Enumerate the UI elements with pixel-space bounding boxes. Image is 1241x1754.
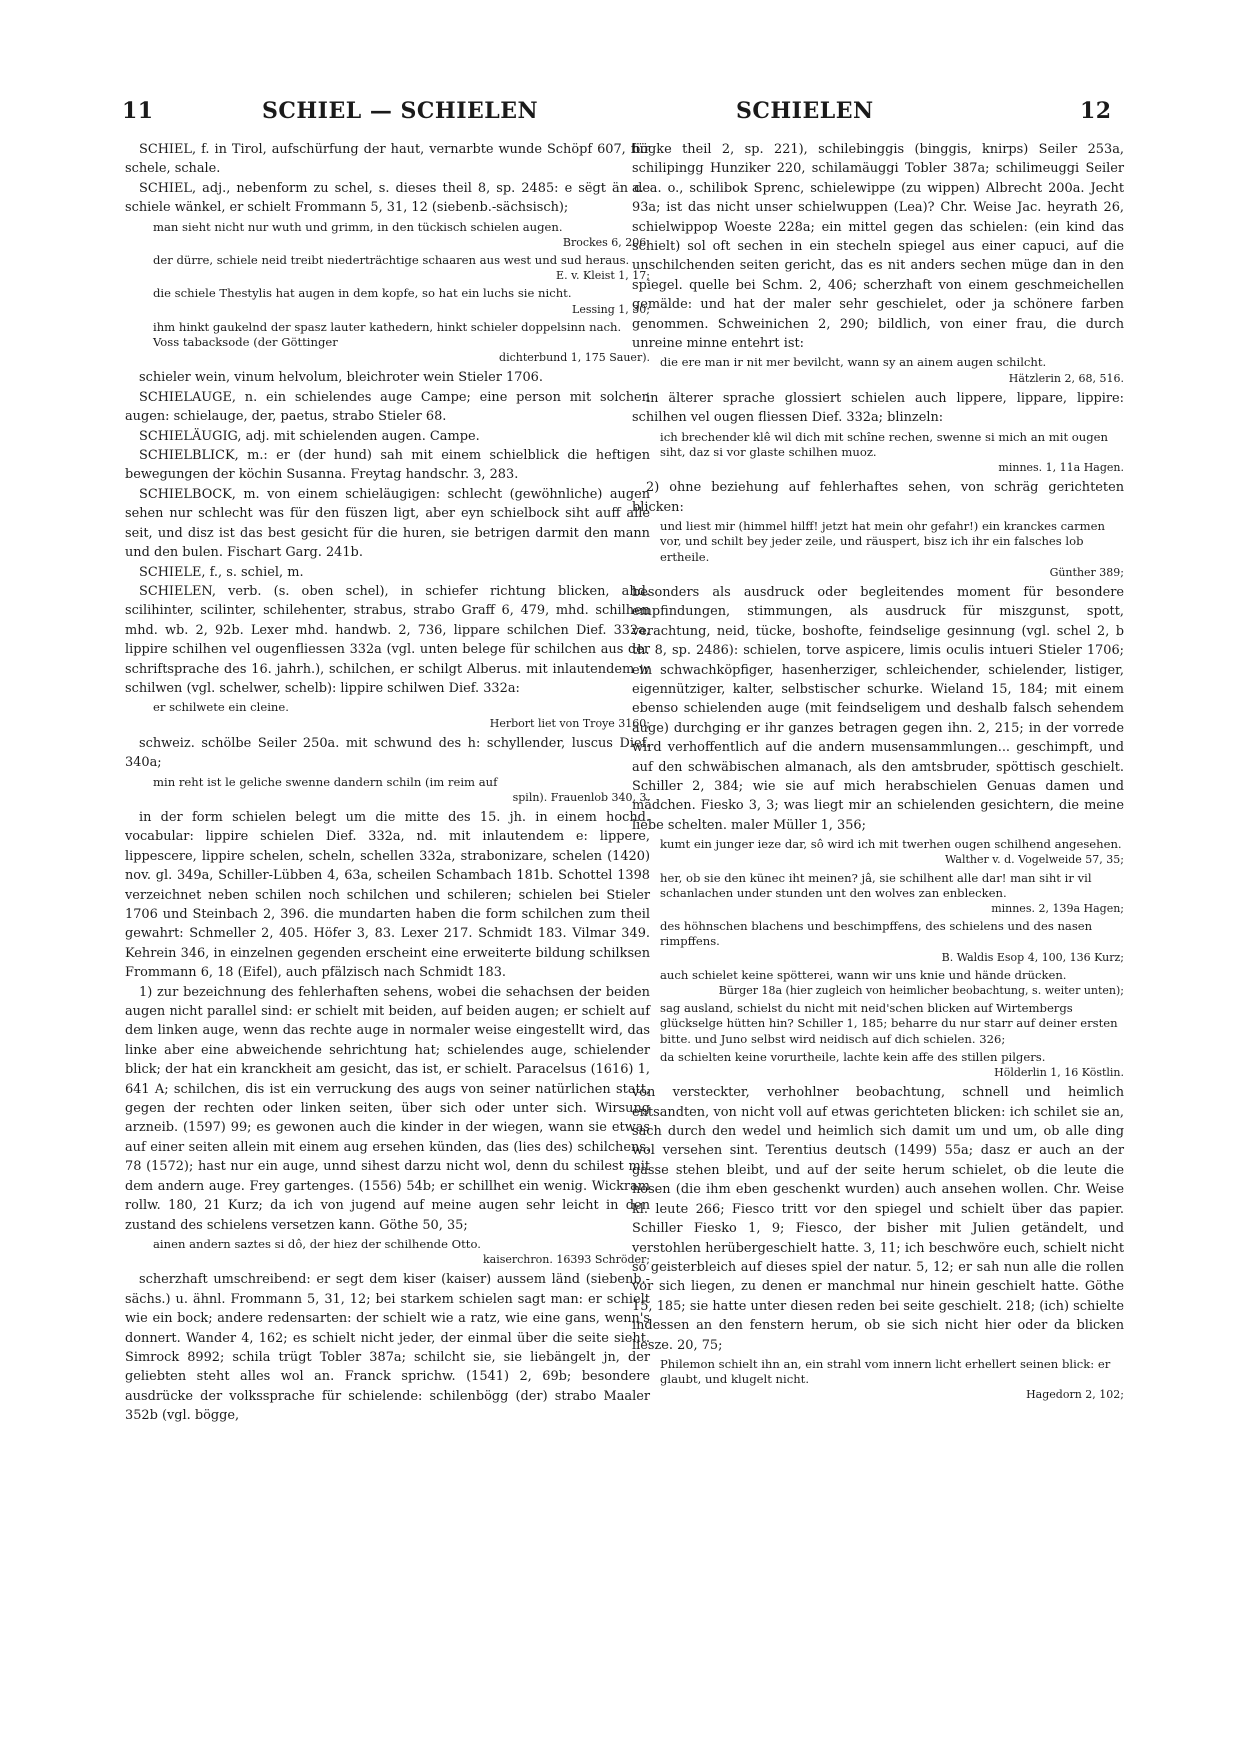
quotation: [153, 1237, 650, 1267]
quotation-source: Hagedorn 2, 102;: [1026, 1388, 1124, 1402]
quotation-text: her, ob sie den künec iht meinen? jâ, sie schilhent alle dar! man siht ir vil schanlachen under stunden unt den wolves zan enblecken.: [660, 870, 1092, 900]
quotation-text: und liest mir (himmel hilff! jetzt hat mein ohr gefahr!) ein kranckes carmen vor, und schilt bey jeder zeile, und räuspert, bisz ich ihr ein falsches lob ertheile.: [660, 519, 1105, 564]
quotation: [660, 430, 1124, 476]
quotation-source: minnes. 1, 11a Hagen.: [998, 461, 1124, 475]
quotation: [660, 1050, 1124, 1080]
entry-paragraph: 2) ohne beziehung auf fehlerhaftes sehen, von schräg gerichteten blicken:: [632, 480, 1124, 515]
entry-paragraph: SCHIELEN, verb. (s. oben schel), in schiefer richtung blicken, ahd. scilihinter, scilinter, schilehenter, strabus, strabo Graff 6, 479, mhd. schilhen mhd. wb. 2, 92b. Lexer mhd. handwb. 2, 736, lippare schilchen Dief. 332a, lippire schilhen vel ougenfliessen 332a (vgl. unten belege für schilchen aus der schriftsprache des 16. jahrh.), schilchen, er schilgt Alberus. mit inlautendem w schilwen (vgl. schelwer, schelb): lippire schilwen Dief. 332a:: [125, 583, 650, 696]
entry-paragraph: SCHIELBOCK, m. von einem schieläugigen: schlecht (gewöhnliche) augen sehen nur schlecht was für den füszen ligt, aber eyn schielbock siht auff alle seit, und disz ist das best gesicht für die huren, sie betrigen darmit den mann und den bulen. Fischart Garg. 241b.: [125, 486, 650, 561]
quotation-text: er schilwete ein cleine.: [153, 700, 289, 715]
quotation-text: der dürre, schiele neid treibt niederträchtige schaaren aus west und sud heraus.: [153, 253, 630, 268]
quotation-text: die ere man ir nit mer bevilcht, wann sy an ainem augen schilcht.: [660, 355, 1047, 370]
quotation: [660, 871, 1124, 917]
running-title-left: SCHIEL — SCHIELEN: [262, 98, 539, 124]
entry-paragraph: SCHIEL, adj., nebenform zu schel, s. dieses theil 8, sp. 2485: e sëgt än de schiele wänkel, er schielt Frommann 5, 31, 12 (siebenb.-sächsisch);: [125, 180, 650, 216]
quotation: [660, 837, 1124, 867]
entry-paragraph: in der form schielen belegt um die mitte des 15. jh. in einem hochd. vocabular: lippire schielen Dief. 332a, nd. mit inlautendem e: lippere, lippescere, lippire schelen, scheln, schellen 332a, strabonizare, schelen (1420) nov. gl. 349a, Schiller-Lübben 4, 63a, scheilen Schambach 181b. Schottel 1398 verzeichnet neben schilen noch schilchen und schileren; schielen bei Stieler 1706 und Steinbach 2, 396. die mundarten haben die form schilchen zum theil gewahrt: Schmeller 2, 405. Höfer 3, 83. Lexer 217. Schmidt 183. Vilmar 349. Kehrein 346, in einzelnen gegenden erscheint eine erweiterte bildung schilksen Frommann 6, 18 (Eifel), auch pfälzisch nach Schmidt 183.: [125, 809, 650, 981]
quotation: [153, 286, 650, 316]
entry-paragraph: SCHIELÄUGIG, adj. mit schielenden augen. Campe.: [139, 428, 480, 444]
entry-paragraph: besonders als ausdruck oder begleitendes moment für besondere empfindungen, stimmungen, als ausdruck für miszgunst, spott, verachtung, neid, tücke, boshofte, feindselige gesinnung (vgl. schel 2, b th. 8, sp. 2486): schielen, torve aspicere, limis oculis intueri Stieler 1706; ein schwachköpfiger, hasenherziger, schleichender, schielender, listiger, eigennütziger, kalter, selbstischer schurke. Wieland 15, 184; mit einem ebenso schielenden auge (mit feindseligem und deshalb falsch sehendem auge) durchging er ihr ganzes betragen gegen ihn. 2, 215; in der vorrede wird verhoffentlich auf die andern musensammlungen... geschimpft, und auf den schwäbischen almanach, als den amtsbruder, spöttisch geschielt. Schiller 2, 384; wie sie auf mich herabschielen Genuas damen und mädchen. Fiesko 3, 3; was liegt mir an schielenden gesichtern, die meine liebe schelten. maler Müller 1, 356;: [632, 584, 1124, 833]
entry-paragraph: SCHIEL, f. in Tirol, aufschürfung der haut, vernarbte wunde Schöpf 607, für schele, schale.: [125, 142, 650, 177]
page-number-left: 11: [122, 98, 154, 124]
quotation-source: Brockes 6, 206;: [562, 235, 650, 249]
entry-paragraph: 1) zur bezeichnung des fehlerhaften sehens, wobei die sehachsen der beiden augen nicht parallel sind: er schielt mit beiden, auf beiden augen; er schielt auf dem linken auge, wenn das rechte auge in normaler weise eingestellt wird, das linke aber eine abweichende sehrichtung hat; schielendes auge, schielender blick; der hat ein kranckheit am gesicht, das ist, er schielt. Paracelsus (1616) 1, 641 A; schilchen, dis ist ein verruckung des augs von seiner natürlichen statt, gegen der rechten oder linken seiten, über sich oder unter sich. Wirsung arzneib. (1597) 99; es gewonen auch die kinder in der wiegen, wann sie etwas auf einer seiten allein mit einem aug ersehen künden, das (lies des) schilchens. 78 (1572); hast nur ein auge, unnd sihest darzu nicht wol, denn du schilest mit dem andern auge. Frey gartenges. (1556) 54b; er schillhet ein wenig. Wickram rollw. 180, 21 Kurz; da ich von jugend auf meine augen sehr leicht in den zustand des schielens versetzen kann. Göthe 50, 35;: [125, 984, 650, 1233]
quotation: [660, 519, 1124, 580]
entry-paragraph: schieler wein, vinum helvolum, bleichroter wein Stieler 1706.: [139, 370, 543, 386]
quotation: [660, 1357, 1124, 1403]
quotation-source: Herbort liet von Troye 3160;: [489, 716, 650, 730]
quotation-source: dichterbund 1, 175 Sauer).: [499, 351, 650, 365]
page-number-right: 12: [1080, 98, 1112, 124]
quotation-source: Günther 389;: [1049, 565, 1124, 579]
entry-paragraph: SCHIELAUGE, n. ein schielendes auge Campe; eine person mit solchen augen: schielauge, der, paetus, strabo Stieler 68.: [125, 389, 650, 425]
entry-paragraph: schweiz. schölbe Seiler 250a. mit schwund des h: schyllender, luscus Dief. 340a;: [125, 735, 650, 771]
quotation: [660, 919, 1124, 965]
quotation: [660, 1001, 1124, 1047]
quotation: [153, 253, 650, 283]
quotation-text: ainen andern saztes si dô, der hiez der schilhende Otto.: [153, 1236, 481, 1251]
entry-paragraph: in älterer sprache glossiert schielen auch lippere, lippare, lippire: schilhen vel ougen fliessen Dief. 332a; blinzeln:: [632, 390, 1124, 426]
quotation-text: man sieht nicht nur wuth und grimm, in den tückisch schielen augen.: [153, 219, 563, 234]
running-title-right: SCHIELEN: [736, 98, 874, 124]
quotation: [153, 320, 650, 366]
quotation-text: sag ausland, schielst du nicht mit neid'schen blicken auf Wirtembergs glückselge hütten hin? Schiller 1, 185; beharre du nur starr auf deiner ersten bitte. und Juno selbst wird neidisch auf dich schielen. 326;: [660, 1001, 1118, 1046]
quotation-text: kumt ein junger ieze dar, sô wird ich mit twerhen ougen schilhend angesehen.: [660, 837, 1122, 852]
quotation-source: minnes. 2, 139a Hagen;: [991, 902, 1124, 916]
quotation-text: die schiele Thestylis hat augen in dem kopfe, so hat ein luchs sie nicht.: [153, 286, 572, 301]
quotation-text: des höhnschen blachens und beschimpffens, des schielens und des nasen rimpffens.: [660, 919, 1093, 949]
quotation-text: Philemon schielt ihn an, ein strahl vom innern licht erhellert seinen blick: er glaubt, und klugelt nicht.: [660, 1356, 1111, 1387]
entry-paragraph: scherzhaft umschreibend: er segt dem kiser (kaiser) aussem länd (siebenb.-sächs.) u. ähnl. Frommann 5, 31, 12; bei starkem schielen sagt man: er schielt wie ein bock; andere redensarten: der schielt wie a ratz, wie eine gans, wenn's donnert. Wander 4, 162; es schielt nicht jeder, der einmal über die seite sieht. Simrock 8992; schila trügt Tobler 387a; schilcht sie, sie liebängelt jn, der geliebten steht alles wol an. Franck sprichw. (1541) 2, 69b; besondere ausdrücke der volkssprache für schielende: schilenbögg (der) strabo Maaler 352b (vgl. bögge,: [125, 1272, 650, 1424]
quotation-source: spiln). Frauenlob 340, 3.: [512, 790, 650, 804]
quotation-text: da schielten keine vorurtheile, lachte kein affe des stillen pilgers.: [660, 1049, 1046, 1064]
quotation-source: E. v. Kleist 1, 17;: [556, 269, 650, 283]
quotation: [153, 700, 650, 730]
entry-paragraph: SCHIELBLICK, m.: er (der hund) sah mit einem schielblick die heftigen bewegungen der köchin Susanna. Freytag handschr. 3, 283.: [125, 448, 650, 483]
quotation: [660, 968, 1124, 998]
quotation-source: Lessing 1, 30;: [572, 302, 650, 316]
quotation-source: Hätzlerin 2, 68, 516.: [1008, 371, 1124, 385]
right-column: [632, 140, 1124, 1406]
entry-paragraph: SCHIELE, f., s. schiel, m.: [139, 564, 304, 580]
quotation-source: Bürger 18a (hier zugleich von heimlicher beobachtung, s. weiter unten);: [718, 984, 1124, 998]
quotation-text: auch schielet keine spötterei, wann wir uns knie und hände drücken.: [660, 967, 1067, 982]
left-column: [125, 140, 650, 1426]
quotation-source: Walther v. d. Vogelweide 57, 35;: [945, 853, 1124, 867]
quotation-source: Hölderlin 1, 16 Köstlin.: [994, 1066, 1124, 1080]
entry-paragraph: von versteckter, verhohlner beobachtung, schnell und heimlich entsandten, von nicht voll auf etwas gerichteten blicken: ich schilet sie an, sach durch den wedel und heimlich sich damit um und um, ob alle ding wol versehen sint. Terentius deutsch (1499) 55a; dasz er auch an der gasse stehen bleibt, und auf der seite herum schielet, ob die leute die hosen (die ihm eben geschenkt wurden) auch ansehen wollen. Chr. Weise kl. leute 266; Fiesco tritt vor den spiegel und schielt über das papier. Schiller Fiesko 1, 9; Fiesco, der bisher mit Julien getändelt, und verstohlen herübergeschielt hatte. 3, 11; ich beschwöre euch, schielt nicht so geisterbleich auf dieses spiel der natur. 5, 12; er sah nun alle die rollen vor sich liegen, zu denen er manchmal nur hinein geschielt hatte. Göthe 15, 185; sie hatte unter diesen reden bei seite geschielt. 218; (ich) schielte indessen an den fenstern herum, ob sie sich nicht hier oder da blicken liesze. 20, 75;: [632, 1085, 1124, 1353]
quotation-text: ihm hinkt gaukelnd der spasz lauter kathedern, hinkt schieler doppelsinn nach. Voss tabacksode (der Göttinger: [153, 319, 622, 350]
quotation: [153, 220, 650, 250]
quotation: [153, 775, 650, 805]
quotation-text: min reht ist le geliche swenne dandern schiln (im reim auf: [153, 774, 498, 789]
quotation: [660, 355, 1124, 385]
quotation-source: kaiserchron. 16393 Schröder;: [482, 1253, 650, 1267]
entry-paragraph: bögke theil 2, sp. 221), schilebinggis (binggis, knirps) Seiler 253a, schilipingg Hunziker 220, schilamäuggi Tobler 387a; schilimeuggi Seiler a. a. o., schilibok Sprenc, schielewippe (zu wippen) Albrecht 200a. Jecht 93a; ist das nicht unser schielwuppen (Lea)? Chr. Weise Jac. heyrath 26, schielwippop Woeste 228a; ein mittel gegen das schielen: (ein kind das schielt) sol oft sechen in ein stecheln spiegel aus einer capuci, auf die unschilchenden seiten gericht, das es nit anders sechen müge dan in den spiegel. quelle bei Schm. 2, 406; scherzhaft von einem geschmeichellen gemälde: und hat der maler sehr geschielet, oder ja schönere farben genommen. Schweinichen 2, 290; bildlich, von einer frau, die durch unreine minne entehrt ist:: [632, 142, 1124, 352]
quotation-text: ich brechender klê wil dich mit schîne rechen, swenne si mich an mit ougen siht, daz si vor glaste schilhen muoz.: [660, 429, 1109, 459]
quotation-source: B. Waldis Esop 4, 100, 136 Kurz;: [941, 950, 1124, 964]
